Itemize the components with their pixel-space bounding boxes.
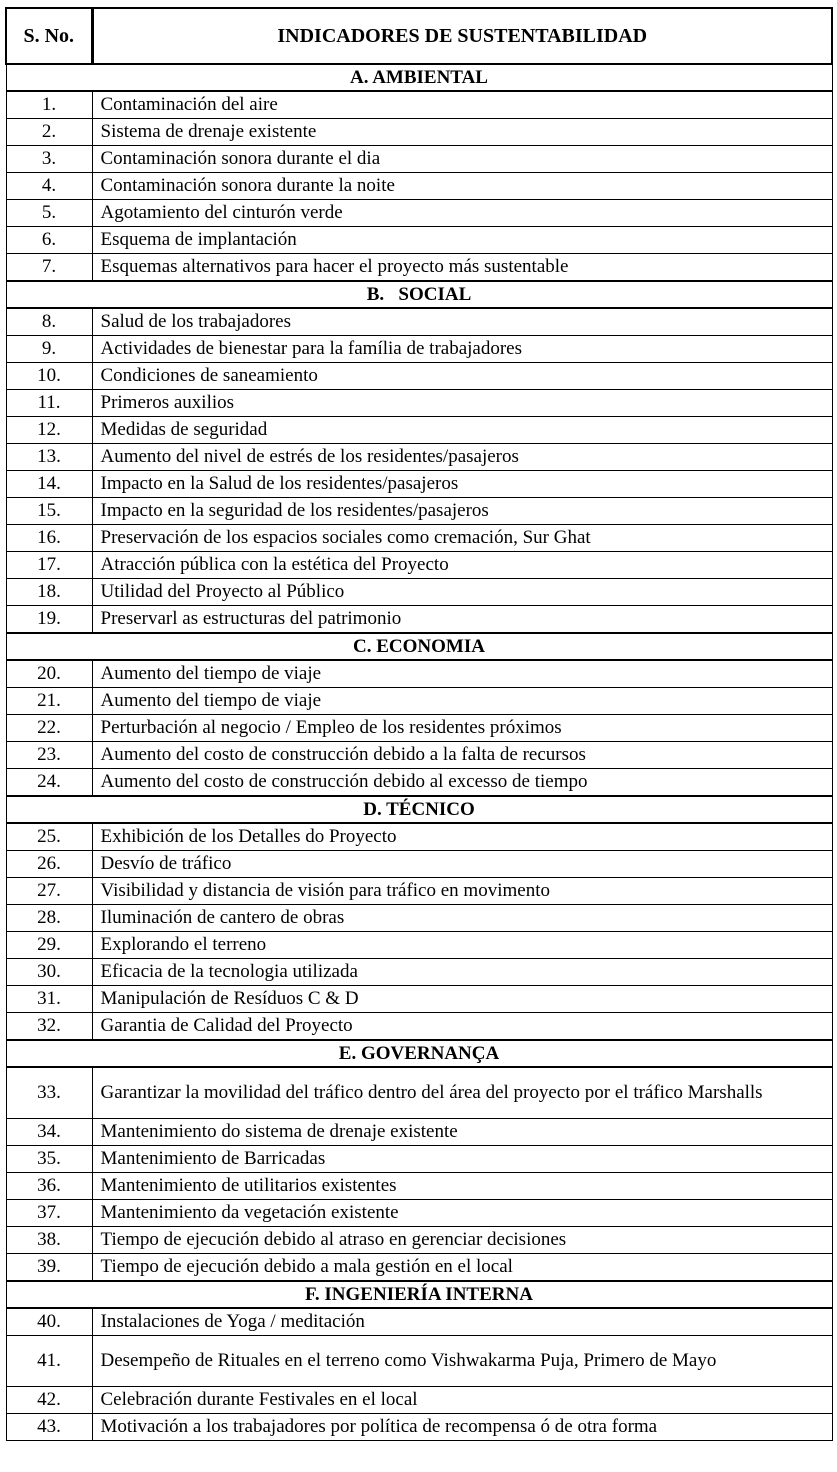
table-row	[6, 1414, 832, 1441]
indicator-text: Manipulación de Resíduos C & D	[92, 986, 832, 1013]
section-header-row	[6, 796, 832, 823]
table-row	[6, 959, 832, 986]
indicator-text: Garantia de Calidad del Proyecto	[92, 1013, 832, 1041]
indicator-text: Mantenimiento da vegetación existente	[92, 1200, 832, 1227]
row-number: 1.	[6, 91, 92, 119]
table-row	[6, 227, 832, 254]
table-row	[6, 471, 832, 498]
row-number: 29.	[6, 932, 92, 959]
indicator-text: Utilidad del Proyecto al Público	[92, 579, 832, 606]
table-row	[6, 308, 832, 336]
indicator-text: Exhibición de los Detalles do Proyecto	[92, 823, 832, 851]
table-row	[6, 1013, 832, 1041]
table-row	[6, 878, 832, 905]
table-row	[6, 606, 832, 634]
table-row	[6, 1336, 832, 1387]
table-row	[6, 715, 832, 742]
table-row	[6, 146, 832, 173]
indicator-text: Iluminación de cantero de obras	[92, 905, 832, 932]
row-number: 42.	[6, 1387, 92, 1414]
row-number: 30.	[6, 959, 92, 986]
table-row	[6, 1308, 832, 1336]
indicator-text: Instalaciones de Yoga / meditación	[92, 1308, 832, 1336]
row-number: 14.	[6, 471, 92, 498]
table-row	[6, 552, 832, 579]
section-title: D. TÉCNICO	[6, 796, 832, 823]
indicator-text: Agotamiento del cinturón verde	[92, 200, 832, 227]
row-number: 38.	[6, 1227, 92, 1254]
indicator-text: Aumento del costo de construcción debido al excesso de tiempo	[92, 769, 832, 797]
indicator-text: Actividades de bienestar para la família de trabajadores	[92, 336, 832, 363]
section-title: C. ECONOMIA	[6, 633, 832, 660]
row-number: 33.	[6, 1067, 92, 1119]
indicator-text: Aumento del nivel de estrés de los residentes/pasajeros	[92, 444, 832, 471]
row-number: 3.	[6, 146, 92, 173]
table-row	[6, 932, 832, 959]
sustainability-indicators-table	[5, 7, 833, 1441]
table-row	[6, 1067, 832, 1119]
table-row	[6, 1227, 832, 1254]
section-title: F. INGENIERÍA INTERNA	[6, 1281, 832, 1308]
table-row	[6, 91, 832, 119]
indicator-text: Celebración durante Festivales en el local	[92, 1387, 832, 1414]
row-number: 39.	[6, 1254, 92, 1282]
indicator-text: Esquema de implantación	[92, 227, 832, 254]
table-row	[6, 119, 832, 146]
indicator-text: Tiempo de ejecución debido a mala gestión en el local	[92, 1254, 832, 1282]
row-number: 40.	[6, 1308, 92, 1336]
row-number: 32.	[6, 1013, 92, 1041]
row-number: 22.	[6, 715, 92, 742]
row-number: 12.	[6, 417, 92, 444]
row-number: 25.	[6, 823, 92, 851]
table-row	[6, 417, 832, 444]
row-number: 36.	[6, 1173, 92, 1200]
indicator-text: Primeros auxilios	[92, 390, 832, 417]
row-number: 19.	[6, 606, 92, 634]
table-row	[6, 660, 832, 688]
row-number: 13.	[6, 444, 92, 471]
indicator-text: Salud de los trabajadores	[92, 308, 832, 336]
row-number: 17.	[6, 552, 92, 579]
table-row	[6, 200, 832, 227]
section-header-row	[6, 633, 832, 660]
row-number: 37.	[6, 1200, 92, 1227]
row-number: 24.	[6, 769, 92, 797]
table-row	[6, 1119, 832, 1146]
row-number: 7.	[6, 254, 92, 282]
table-row	[6, 444, 832, 471]
table-row	[6, 1146, 832, 1173]
row-number: 10.	[6, 363, 92, 390]
row-number: 31.	[6, 986, 92, 1013]
indicator-text: Desempeño de Rituales en el terreno como Vishwakarma Puja, Primero de Mayo	[92, 1336, 832, 1387]
indicator-text: Aumento del costo de construcción debido a la falta de recursos	[92, 742, 832, 769]
row-number: 9.	[6, 336, 92, 363]
indicator-text: Medidas de seguridad	[92, 417, 832, 444]
table-row	[6, 498, 832, 525]
row-number: 26.	[6, 851, 92, 878]
row-number: 35.	[6, 1146, 92, 1173]
indicator-text: Impacto en la seguridad de los residentes/pasajeros	[92, 498, 832, 525]
section-title: A. AMBIENTAL	[6, 64, 832, 91]
table-row	[6, 254, 832, 282]
indicator-text: Aumento del tiempo de viaje	[92, 688, 832, 715]
indicator-text: Mantenimiento do sistema de drenaje existente	[92, 1119, 832, 1146]
table-row	[6, 579, 832, 606]
indicator-text: Contaminación sonora durante el dia	[92, 146, 832, 173]
row-number: 43.	[6, 1414, 92, 1441]
table-row	[6, 1387, 832, 1414]
table-row	[6, 363, 832, 390]
table-row	[6, 1254, 832, 1282]
row-number: 21.	[6, 688, 92, 715]
indicator-text: Desvío de tráfico	[92, 851, 832, 878]
row-number: 41.	[6, 1336, 92, 1387]
table-row	[6, 986, 832, 1013]
header-number: S. No.	[6, 8, 92, 64]
table-row	[6, 390, 832, 417]
table-row	[6, 336, 832, 363]
indicator-text: Aumento del tiempo de viaje	[92, 660, 832, 688]
table-row	[6, 905, 832, 932]
indicator-text: Contaminación sonora durante la noite	[92, 173, 832, 200]
indicator-text: Condiciones de saneamiento	[92, 363, 832, 390]
row-number: 15.	[6, 498, 92, 525]
indicator-text: Preservarl as estructuras del patrimonio	[92, 606, 832, 634]
section-header-row	[6, 64, 832, 91]
indicator-text: Perturbación al negocio / Empleo de los residentes próximos	[92, 715, 832, 742]
indicator-text: Garantizar la movilidad del tráfico dentro del área del proyecto por el tráfico Marshalls	[92, 1067, 832, 1119]
table-row	[6, 688, 832, 715]
section-title: B. SOCIAL	[6, 281, 832, 308]
indicator-text: Eficacia de la tecnologia utilizada	[92, 959, 832, 986]
row-number: 34.	[6, 1119, 92, 1146]
table-row	[6, 1200, 832, 1227]
table-row	[6, 173, 832, 200]
row-number: 18.	[6, 579, 92, 606]
table-row	[6, 851, 832, 878]
row-number: 27.	[6, 878, 92, 905]
indicator-text: Sistema de drenaje existente	[92, 119, 832, 146]
header-indicator: INDICADORES DE SUSTENTABILIDAD	[92, 8, 832, 64]
indicator-text: Mantenimiento de Barricadas	[92, 1146, 832, 1173]
indicator-text: Mantenimiento de utilitarios existentes	[92, 1173, 832, 1200]
indicator-text: Contaminación del aire	[92, 91, 832, 119]
row-number: 20.	[6, 660, 92, 688]
section-title: E. GOVERNANÇA	[6, 1040, 832, 1067]
indicator-text: Esquemas alternativos para hacer el proyecto más sustentable	[92, 254, 832, 282]
indicator-text: Preservación de los espacios sociales como cremación, Sur Ghat	[92, 525, 832, 552]
table-row	[6, 742, 832, 769]
indicator-text: Impacto en la Salud de los residentes/pasajeros	[92, 471, 832, 498]
row-number: 8.	[6, 308, 92, 336]
row-number: 6.	[6, 227, 92, 254]
table-row	[6, 769, 832, 797]
table-row	[6, 1173, 832, 1200]
row-number: 28.	[6, 905, 92, 932]
table-row	[6, 823, 832, 851]
indicator-text: Visibilidad y distancia de visión para tráfico en movimento	[92, 878, 832, 905]
table-row	[6, 525, 832, 552]
indicator-text: Explorando el terreno	[92, 932, 832, 959]
table-header-row	[6, 8, 832, 64]
row-number: 16.	[6, 525, 92, 552]
row-number: 5.	[6, 200, 92, 227]
section-header-row	[6, 1040, 832, 1067]
section-header-row	[6, 281, 832, 308]
row-number: 2.	[6, 119, 92, 146]
indicator-text: Motivación a los trabajadores por política de recompensa ó de otra forma	[92, 1414, 832, 1441]
indicator-text: Atracción pública con la estética del Proyecto	[92, 552, 832, 579]
section-header-row	[6, 1281, 832, 1308]
row-number: 11.	[6, 390, 92, 417]
row-number: 23.	[6, 742, 92, 769]
indicator-text: Tiempo de ejecución debido al atraso en gerenciar decisiones	[92, 1227, 832, 1254]
row-number: 4.	[6, 173, 92, 200]
table-body	[6, 64, 832, 1441]
